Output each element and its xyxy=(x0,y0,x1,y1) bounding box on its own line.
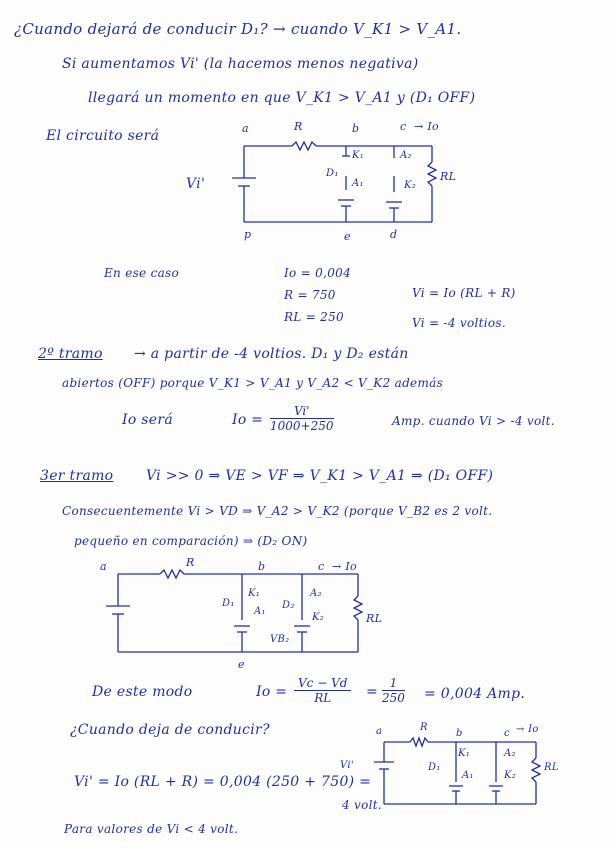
c1-node-e: e xyxy=(344,230,351,243)
value-rl: RL = 250 xyxy=(284,310,344,324)
c2-d2: D₂ xyxy=(282,600,295,611)
c1-node-d: d xyxy=(390,228,398,241)
c2-a2: A₂ xyxy=(310,588,322,599)
result-4-volt: 4 volt. xyxy=(342,798,383,812)
fraction-denominator-250: 250 xyxy=(382,691,405,705)
c2-node-a: a xyxy=(100,560,107,573)
c3-a2: A₂ xyxy=(504,748,516,759)
fraction-numerator-1: 1 xyxy=(382,676,405,691)
resistor-r xyxy=(292,142,316,150)
c2-rl: RL xyxy=(366,612,383,625)
c3-resistor-label: R xyxy=(420,722,428,733)
c3-vi: Vi' xyxy=(340,760,354,771)
c2-a1: A₁ xyxy=(254,606,266,617)
c1-current-io: → Io xyxy=(414,120,439,133)
text-io-eq-2: Io = xyxy=(256,684,288,700)
c2-vb2: VB₂ xyxy=(270,634,290,645)
c2-node-c: c xyxy=(318,560,325,573)
result-io-amp: = 0,004 Amp. xyxy=(424,686,526,702)
heading-tramo-3: 3er tramo xyxy=(40,468,114,484)
c3-resistor-rl xyxy=(532,758,540,782)
c2-k2: K₂ xyxy=(312,612,325,623)
fraction-denominator: 1000+250 xyxy=(270,419,334,433)
question-when-stops: ¿Cuando deja de conducir? xyxy=(70,722,270,738)
fraction-io-tramo3-a xyxy=(294,676,351,705)
text-amp-condition: Amp. cuando Vi > -4 volt. xyxy=(392,414,555,428)
value-io: Io = 0,004 xyxy=(284,266,352,280)
c3-node-c: c xyxy=(504,728,510,739)
formula-vi: Vi = Io (RL + R) xyxy=(412,286,516,300)
c3-rl: RL xyxy=(544,762,559,773)
text-in-that-case: En ese caso xyxy=(104,266,180,280)
text-line-2: Si aumentamos Vi' (la hacemos menos negativa) xyxy=(62,56,419,72)
c1-k1: K₁ xyxy=(352,150,365,161)
c3-node-b: b xyxy=(456,728,463,739)
c2-node-e: e xyxy=(238,658,245,671)
c1-k2: K₂ xyxy=(404,180,417,191)
c2-d1: D₁ xyxy=(222,598,235,609)
c2-current-io: → Io xyxy=(332,560,357,573)
text-d2-on: pequeño en comparación) ⇒ (D₂ ON) xyxy=(74,534,308,548)
text-io-will-be: Io será xyxy=(122,412,174,428)
formula-vi-final: Vi' = Io (RL + R) = 0,004 (250 + 750) = xyxy=(74,774,372,790)
heading-tramo-2: 2º tramo xyxy=(38,346,103,362)
c2-k1: K₁ xyxy=(248,588,261,599)
c1-a2: A₂ xyxy=(400,150,412,161)
c3-current-io: → Io xyxy=(516,724,539,735)
text-circuit-intro: El circuito será xyxy=(46,128,160,144)
fraction-numerator-vc-vd: Vc − Vd xyxy=(294,676,351,691)
c1-vi: Vi' xyxy=(186,176,206,192)
c3-a1: A₁ xyxy=(462,770,474,781)
text-tramo-2: → a partir de -4 voltios. D₁ y D₂ están xyxy=(134,346,409,362)
c3-d1: D₁ xyxy=(428,762,441,773)
circuit-diagram-2 xyxy=(96,560,396,670)
fraction-io-tramo2 xyxy=(270,404,334,433)
value-r: R = 750 xyxy=(284,288,336,302)
c2-resistor-rl xyxy=(354,596,362,620)
text-diodes-open: abiertos (OFF) porque V_K1 > V_A1 y V_A2 < V_K2 además xyxy=(62,376,444,390)
c3-node-a: a xyxy=(376,726,383,737)
fraction-numerator: Vi' xyxy=(270,404,334,419)
c1-node-p: p xyxy=(244,228,252,241)
c1-a1: A₁ xyxy=(352,178,364,189)
resistor-rl xyxy=(428,162,436,186)
text-this-way: De este modo xyxy=(92,684,193,700)
text-consequently: Consecuentemente Vi > VD ⇒ V_A2 > V_K2 (porque V_B2 es 2 volt. xyxy=(62,504,493,518)
text-line-3: llegará un momento en que V_K1 > V_A1 y (D₁ OFF) xyxy=(88,90,476,106)
equals-sign: = xyxy=(366,684,379,700)
fraction-io-tramo3-b xyxy=(382,676,405,705)
text-io-eq: Io = xyxy=(232,412,264,428)
c1-resistor-label: R xyxy=(294,120,303,133)
c3-k1: K₁ xyxy=(458,748,471,759)
text-tramo-3: Vi >> 0 ⇒ VE > VF ⇒ V_K1 > V_A1 ⇒ (D₁ OFF) xyxy=(146,468,494,484)
c2-resistor-label: R xyxy=(186,556,195,569)
c3-resistor-r xyxy=(410,738,428,746)
fraction-denominator-rl: RL xyxy=(314,691,332,705)
result-vi: Vi = -4 voltios. xyxy=(412,316,506,330)
c2-resistor-r xyxy=(160,570,184,578)
c1-node-a: a xyxy=(242,122,249,135)
c2-node-b: b xyxy=(258,560,266,573)
question-line-1: ¿Cuando dejará de conducir D₁? → cuando V_K1 > V_A1. xyxy=(14,20,462,38)
c1-rl: RL xyxy=(440,170,457,183)
c1-d1: D₁ xyxy=(326,168,339,179)
c1-node-c: c xyxy=(400,120,407,133)
c1-node-b: b xyxy=(352,122,360,135)
text-for-values: Para valores de Vi < 4 volt. xyxy=(64,822,239,836)
c3-k2: K₂ xyxy=(504,770,517,781)
